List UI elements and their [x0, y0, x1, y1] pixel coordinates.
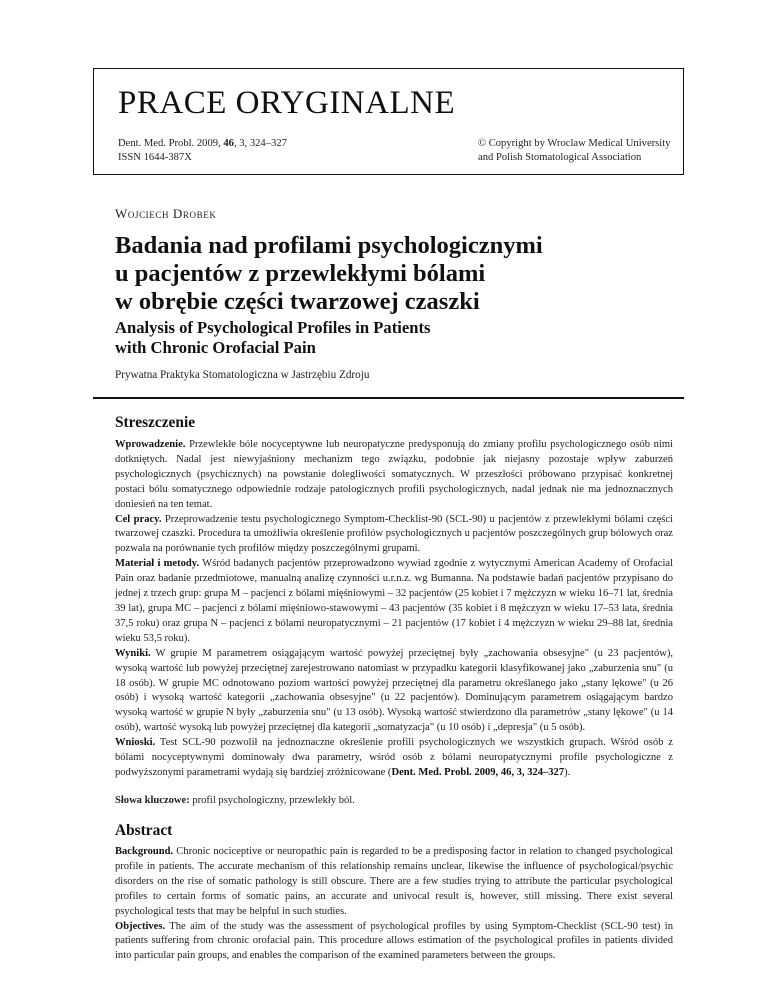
- streszczenie-heading: Streszczenie: [115, 414, 196, 431]
- article-title-polish: Badania nad profilami psychologicznymi u pacjentów z przewlekłymi bólami w obrębie części twarzowej czaszki: [115, 232, 543, 315]
- background-paragraph: Background. Chronic nociceptive or neuropathic pain is regarded to be a predisposing factor in relation to changed psychological profile in patients. The accurate mechanism of this relationship remains unclear, likewise the influence of psychological/psychic disorders on the rise of somatic pathology is still obscure. There are a few studies trying to attribute the particular psychological profiles to certain forms of somatic pains, an accurate and univocal result is, however, still missing. There exist several psychological tests that may be helpful in such studies.: [115, 846, 673, 917]
- streszczenie-body: [115, 438, 673, 781]
- copyright-block: © Copyright by Wroclaw Medical University and Polish Stomatological Association: [478, 138, 671, 163]
- journal-section-title: PRACE ORYGINALNE: [118, 85, 456, 121]
- divider: [93, 397, 684, 399]
- keywords: Słowa kluczowe: profil psychologiczny, przewlekły ból.: [115, 795, 355, 806]
- journal-header-box: [93, 68, 684, 175]
- citation-line: Dent. Med. Probl. 2009, 46, 3, 324–327: [118, 138, 287, 149]
- objectives-paragraph: Objectives. The aim of the study was the assessment of psychological profiles by using Symptom-Checklist (SCL-90 test) in patients suffering from chronic orofacial pain. This procedure allows estimation of the psychological profiles in patients divided into particular pain groups, and enables the comparison of the examined parameters between the groups.: [115, 920, 673, 962]
- author-name: Wojciech Drobek: [115, 206, 217, 221]
- cel-paragraph: Cel pracy. Przeprowadzenie testu psychologicznego Symptom-Checklist-90 (SCL-90) u pacjentów z przewlekłymi bólami części twarzowej czaszki. Procedura ta umożliwia określenie profilów psychologicznych u pacjentów poszczególnych grup bólowych oraz pozwala na porównanie tych profilów między poszczególnymi grupami.: [115, 513, 673, 555]
- wyniki-paragraph: Wyniki. W grupie M parametrem osiągającym wartość powyżej przeciętnej były „zachowania obsesyjne" (u 23 pacjentów), wysoką wartość lub powyżej przeciętnej zarejestrowano natomiast w przypadku kategorii klasyfikowanej jako „zaburzenia snu" (u 18 osób). W grupie MC odnotowano poziom wartości powyżej przeciętnej dla parametru określanego jako „stany lękowe" (u 26 osób) i wysoką wartość kategorii „zachowania obsesyjne" (u 22 pacjentów). Dominującym parametrem osiągającym bardzo wysoką wartość w grupie N były „zaburzenia snu" (u 13 osób). Wysoką wartość stwierdzono dla parametrów „stany lękowe" (u 14 osób), wartość wysoką lub powyżej przeciętnej dla kategorii „somatyzacja" (u 10 osób) i „depresja" (u 5 osób).: [115, 647, 673, 734]
- wnioski-paragraph: Wnioski. Test SCL-90 pozwolił na jednoznaczne określenie profili psychologicznych we wszystkich grupach. Wśród osób z bólami nocyceptywnymi dominowały dwa parametry, wśród osób z bólami neuropatycznymi profile psychologiczne z podwyższonymi parametrami wydają się bardziej zróżnicowane (Dent. Med. Probl. 2009, 46, 3, 324–327).: [115, 737, 673, 778]
- abstract-body: [115, 845, 673, 964]
- abstract-heading: Abstract: [115, 822, 173, 839]
- affiliation: Prywatna Praktyka Stomatologiczna w Jastrzębiu Zdroju: [115, 369, 370, 381]
- issn: ISSN 1644-387X: [118, 152, 192, 163]
- citation-block: [118, 137, 287, 165]
- wprowadzenie-paragraph: Wprowadzenie. Przewlekłe bóle nocyceptywne lub neuropatyczne predysponują do zmiany profilu psychologicznego osób nimi dotkniętych. Nadal jest niewyjaśniony mechanizm tego związku, podobnie jak niejasny pozostaje wpływ zaburzeń psychologicznych (psychicznych) na powstanie dolegliwości somatycznych. W przeszłości próbowano przypisać konkretnej postaci bólu somatycznego odpowiednie rodzaje patologicznych profili psychologicznych, nadal jednak nie ma jednoznacznych doniesień na ten temat.: [115, 439, 673, 510]
- article-title-english: Analysis of Psychological Profiles in Patients with Chronic Orofacial Pain: [115, 318, 431, 357]
- metody-paragraph: Materiał i metody. Wśród badanych pacjentów przeprowadzono wywiad zgodnie z wytycznymi American Academy of Orofacial Pain oraz badanie przedmiotowe, manualną analizę czynności u.r.n.z. wg Bumanna. Na podstawie badań pacjentów przypisano do jednej z trzech grup: grupa M – pacjenci z bólami mięśniowymi – 32 pacjentów (25 kobiet i 7 mężczyzn w wieku 16–71 lat, średnia 39 lat), grupa MC – pacjenci z bólami mięśniowo-stawowymi – 43 pacjentów (35 kobiet i 8 mężczyzn w wieku 17–53 lata, średnia 37,5 roku) oraz grupa N – pacjenci z bólami neuropatycznymi – 21 pacjentów (17 kobiet i 4 mężczyzn w wieku 29–88 lat, średnia wieku 53,5 roku).: [115, 558, 673, 644]
